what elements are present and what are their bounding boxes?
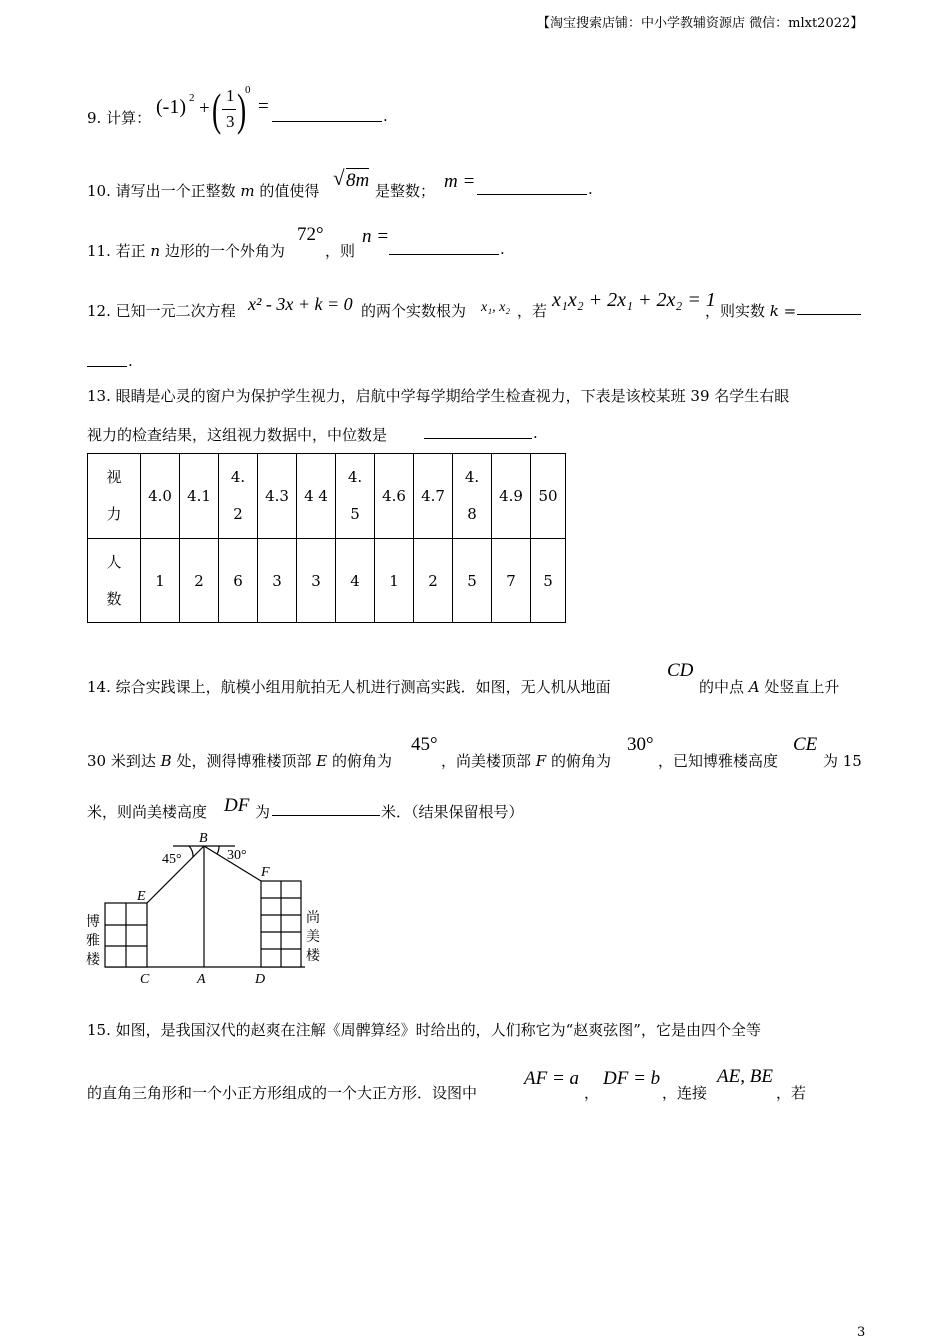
table-cell: 4.6 [375,454,414,539]
page-header: 【淘宝搜索店铺：中小学教辅资源店 微信：mlxt2022】 [537,16,864,31]
table-cell: 4.1 [180,454,219,539]
q14-answer-blank[interactable] [272,801,380,816]
table-cell: 4. 8 [453,454,492,539]
q9-answer-blank[interactable] [272,107,382,122]
label-30: 30° [227,848,247,863]
arc-45 [189,846,193,857]
table-cell: 2 [414,539,453,623]
q9-lparen: ( [212,84,222,135]
q14-line2g: 为 15 [823,752,862,770]
q14-ang30: 30° [627,734,654,755]
table-cell: 5 [453,539,492,623]
q15-AF: AF = a [524,1068,580,1089]
q14-CE: CE [793,734,818,755]
q12-roots: x₁, x₂ [481,300,511,315]
q9-label: 9. 计算： [87,109,152,127]
q14-CD: CD [667,660,694,681]
q15-comma: ， [584,1084,600,1102]
q13-answer-blank[interactable] [424,424,532,439]
q12-condition: x₁x₂ + 2x₁ + 2x₂ = 1 [552,289,716,311]
q11-text: 11. 若正 n 边形的一个外角为 [87,242,285,260]
q14-line3b: 为 [255,803,271,821]
right-building-char-1: 尚 [306,911,320,926]
q9-frac-den: 3 [226,112,235,131]
right-building-char-2: 美 [306,930,320,945]
q9-frac-num: 1 [226,86,235,105]
q10-sqrt-sign: √ [333,166,345,190]
label-B: B [199,831,208,846]
q11-answer-blank[interactable] [389,240,499,255]
q14-line1a: 14. 综合实践课上，航模小组用航拍无人机进行测高实践．如图，无人机从地面 [87,678,611,696]
q14-line2d: ，尚美楼顶部 F 的俯角为 [441,752,612,770]
q9-exp2: 2 [189,92,195,104]
q9-exp0: 0 [245,84,251,96]
q11-text3: ，则 [325,242,356,260]
q14-DF: DF [224,795,250,816]
q9-frac-bar [222,109,236,110]
q10-m-eq: m = [444,171,476,192]
left-building-char-3: 楼 [86,953,100,968]
table-cell: 4.3 [258,454,297,539]
left-building-char-2: 雅 [86,934,100,949]
q13-end: . [533,424,538,442]
table-cell: 4.9 [492,454,531,539]
vision-table [87,453,566,623]
q12-text2: 的两个实数根为 [361,302,467,320]
table-cell: 4.0 [141,454,180,539]
q13-line1: 13. 眼睛是心灵的窗户为保护学生视力，启航中学每学期给学生检查视力，下表是该校某班 39 名学生右眼 [87,387,790,405]
q15-line2c: ，若 [776,1084,807,1102]
q11-end: . [500,240,505,258]
label-F: F [261,865,270,880]
q10-end: . [588,180,593,198]
q12-end: . [128,352,133,370]
table-cell: 3 [258,539,297,623]
left-building [105,903,147,967]
q12-answer-blank-cont [87,352,127,367]
q14-ang45: 45° [411,734,438,755]
table-cell: 4 4 [297,454,336,539]
q12-text4: ，则实数 k = [705,302,797,320]
table-cell: 3 [297,539,336,623]
q13-line2: 视力的检查结果，这组视力数据中，中位数是 [87,426,388,444]
q10-text: 10. 请写出一个正整数 m 的值使得 [87,182,320,200]
q9-rparen: ) [237,84,247,135]
table-cell: 7 [492,539,531,623]
q14-line2f: ，已知博雅楼高度 [658,752,779,770]
label-E: E [137,889,146,904]
table-cell: 4 [336,539,375,623]
q9-end: . [383,107,388,125]
q11-angle: 72° [297,224,324,245]
page-number: 3 [857,1325,866,1340]
table-cell: 1 [141,539,180,623]
q12-equation: x² - 3x + k = 0 [248,294,353,314]
arc-30 [217,846,219,854]
table-row-count [88,539,566,623]
q9-base: (-1) [156,96,186,118]
drone-figure [85,826,335,991]
table-cell: 4. 2 [219,454,258,539]
q15-AEBE: AE, BE [717,1066,773,1087]
table-cell: 2 [180,539,219,623]
q10-sqrt-arg: 8m [346,170,370,191]
table-cell: 50 [531,454,566,539]
q15-line1: 15. 如图，是我国汉代的赵爽在注解《周髀算经》时给出的，人们称它为“赵爽弦图”，它是由四个全等 [87,1021,761,1039]
table-row-vision [88,454,566,539]
right-building [261,881,301,967]
q15-line2a: 的直角三角形和一个小正方形组成的一个大正方形．设图中 [87,1084,478,1102]
q12-text3: ，若 [517,302,548,320]
q10-answer-blank[interactable] [477,180,587,195]
q14-line3a: 米，则尚美楼高度 [87,803,208,821]
q14-line3c: 米．（结果保留根号） [381,803,524,821]
q15-DF: DF = b [603,1068,661,1089]
q14-line1b: 的中点 A 处竖直上升 [699,678,840,696]
table-cell: 6 [219,539,258,623]
label-45: 45° [162,852,182,867]
table-cell: 1 [375,539,414,623]
label-A: A [197,972,206,987]
left-building-char-1: 博 [86,915,100,930]
q14-line2a: 30 米到达 B 处，测得博雅楼顶部 E 的俯角为 [87,752,392,770]
table-header-count: 人 数 [88,539,141,623]
label-C: C [140,972,150,987]
q12-text: 12. 已知一元二次方程 [87,302,236,320]
q12-answer-blank[interactable] [797,300,861,315]
q9-eq: = [258,96,269,117]
table-cell: 4.7 [414,454,453,539]
table-cell: 4. 5 [336,454,375,539]
table-cell: 5 [531,539,566,623]
q11-n-eq: n = [362,226,390,247]
right-building-char-3: 楼 [306,949,320,964]
table-header-vision: 视 力 [88,454,141,539]
q10-text3: 是整数； [375,182,436,200]
q9-plus: + [199,98,210,119]
q15-line2b: ，连接 [662,1084,708,1102]
label-D: D [255,972,266,987]
